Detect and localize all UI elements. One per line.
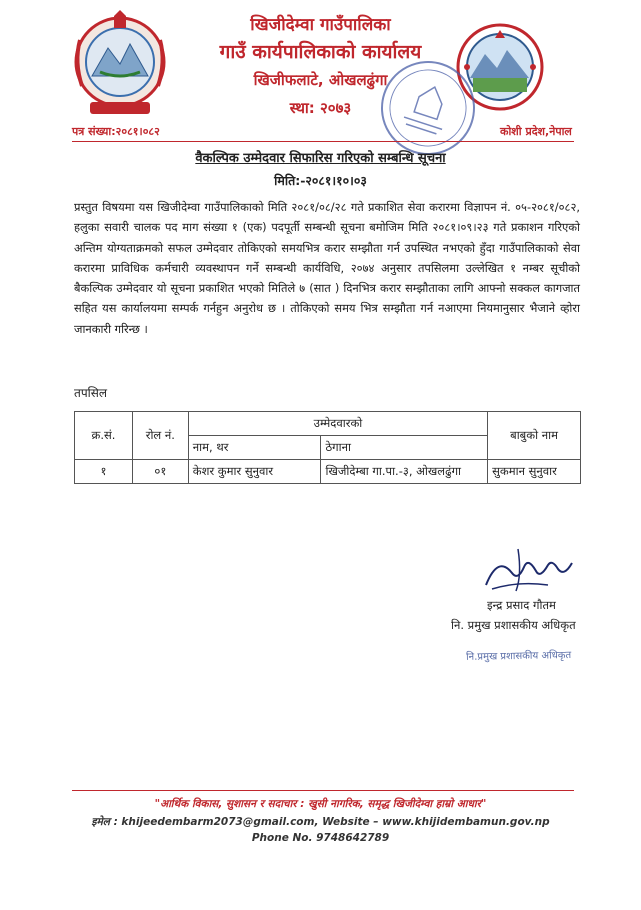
reference-number: पत्र संख्या:२०८१।०८२	[72, 125, 160, 138]
province-label: कोशी प्रदेश,नेपाल	[500, 125, 572, 138]
table-row	[75, 460, 581, 484]
cell-address: खिजीदेम्बा गा.पा.-३, ओखलढुंगा	[321, 460, 488, 484]
footer-contact: इमेल : khijeedembarm2073@gmail.com, Website – www.khijidembamun.gov.np	[91, 816, 550, 828]
signature-mark	[478, 545, 578, 595]
cell-sn: १	[75, 460, 133, 484]
cell-father-name: सुकमान सुनुवार	[488, 460, 581, 484]
signatory-name: इन्द्र प्रसाद गौतम	[487, 598, 556, 612]
footer-motto: "आर्थिक विकास, सुशासन र सदाचार : खुसी नागरिक, समृद्ध खिजीदेम्वा हाम्रो आधार"	[154, 798, 487, 810]
signatory-title: नि. प्रमुख प्रशासकीय अधिकृत	[451, 618, 576, 632]
municipality-name: खिजीदेम्वा गाउँपालिका	[250, 15, 391, 35]
cell-roll: ०१	[132, 460, 188, 484]
header-father-name: बाबुको नाम	[488, 412, 581, 460]
designation-stamp: नि.प्रमुख प्रशासकीय अधिकृत	[465, 650, 572, 663]
header-address: ठेगाना	[321, 436, 488, 460]
candidate-table	[74, 411, 581, 484]
office-name: गाउँ कार्यपालिकाको कार्यालय	[219, 41, 422, 63]
header-name: नाम, थर	[188, 436, 321, 460]
header-sn: क्र.सं.	[75, 412, 133, 460]
notice-date: मिति:-२०८१।१०।०३	[274, 173, 367, 188]
footer-divider	[72, 790, 574, 791]
table-header-row	[75, 412, 581, 436]
notice-body: प्रस्तुत विषयमा यस खिजीदेम्वा गाउँपालिकाको मिति २०८१/०८/२८ गते प्रकाशित सेवा करारमा विज्ञापन नं. ०५-२०८१/०८२, हलुका सवारी चालक पद माग संख्या १ (एक) पदपूर्ती सम्बन्धी सूचना बमोजिम मिति २०८१।०९।२३ गते प्रकाशन गरिएको अन्तिम योग्यताक्रमको सफल उम्मेदवार तोकिएको समयभित्र करार सम्झौता गर्न उपस्थित नभएको हुँदा गाउँपालिकाको सेवा करारमा प्राविधिक कर्मचारी व्यवस्थापन गर्ने सम्बन्धी कार्यविधि, २०७४ अनुसार तपसिलमा उल्लेखित १ नम्बर सूचीको बैकल्पिक उम्मेदवार यो सूचना प्रकाशित भएको मितिले ७ (सात ) दिनभित्र करार सम्झौताका लागि आफ्नो सक्कल कागजात सहित यस कार्यालयमा सम्पर्क गर्नहुन अनुरोध छ । तोकिएको समय भित्र सम्झौता गर्न नआएमा नियमानुसार भैजाने व्होरा जानकारी गरिन्छ ।	[74, 200, 580, 336]
header-divider	[72, 141, 574, 142]
notice-subject: वैकल्पिक उम्मेदवार सिफारिस गरिएको सम्बन्धि सूचना	[195, 151, 446, 166]
schedule-label: तपसिल	[74, 386, 108, 400]
office-address: खिजीफलाटे, ओखलढुंगा	[253, 71, 388, 89]
cell-name: केशर कुमार सुनुवार	[188, 460, 321, 484]
footer-phone: Phone No. 9748642789	[251, 832, 390, 844]
header-candidate-group: उम्मेदवारको	[188, 412, 487, 436]
established-year: स्था: २०७३	[289, 99, 352, 117]
header-roll: रोल नं.	[132, 412, 188, 460]
